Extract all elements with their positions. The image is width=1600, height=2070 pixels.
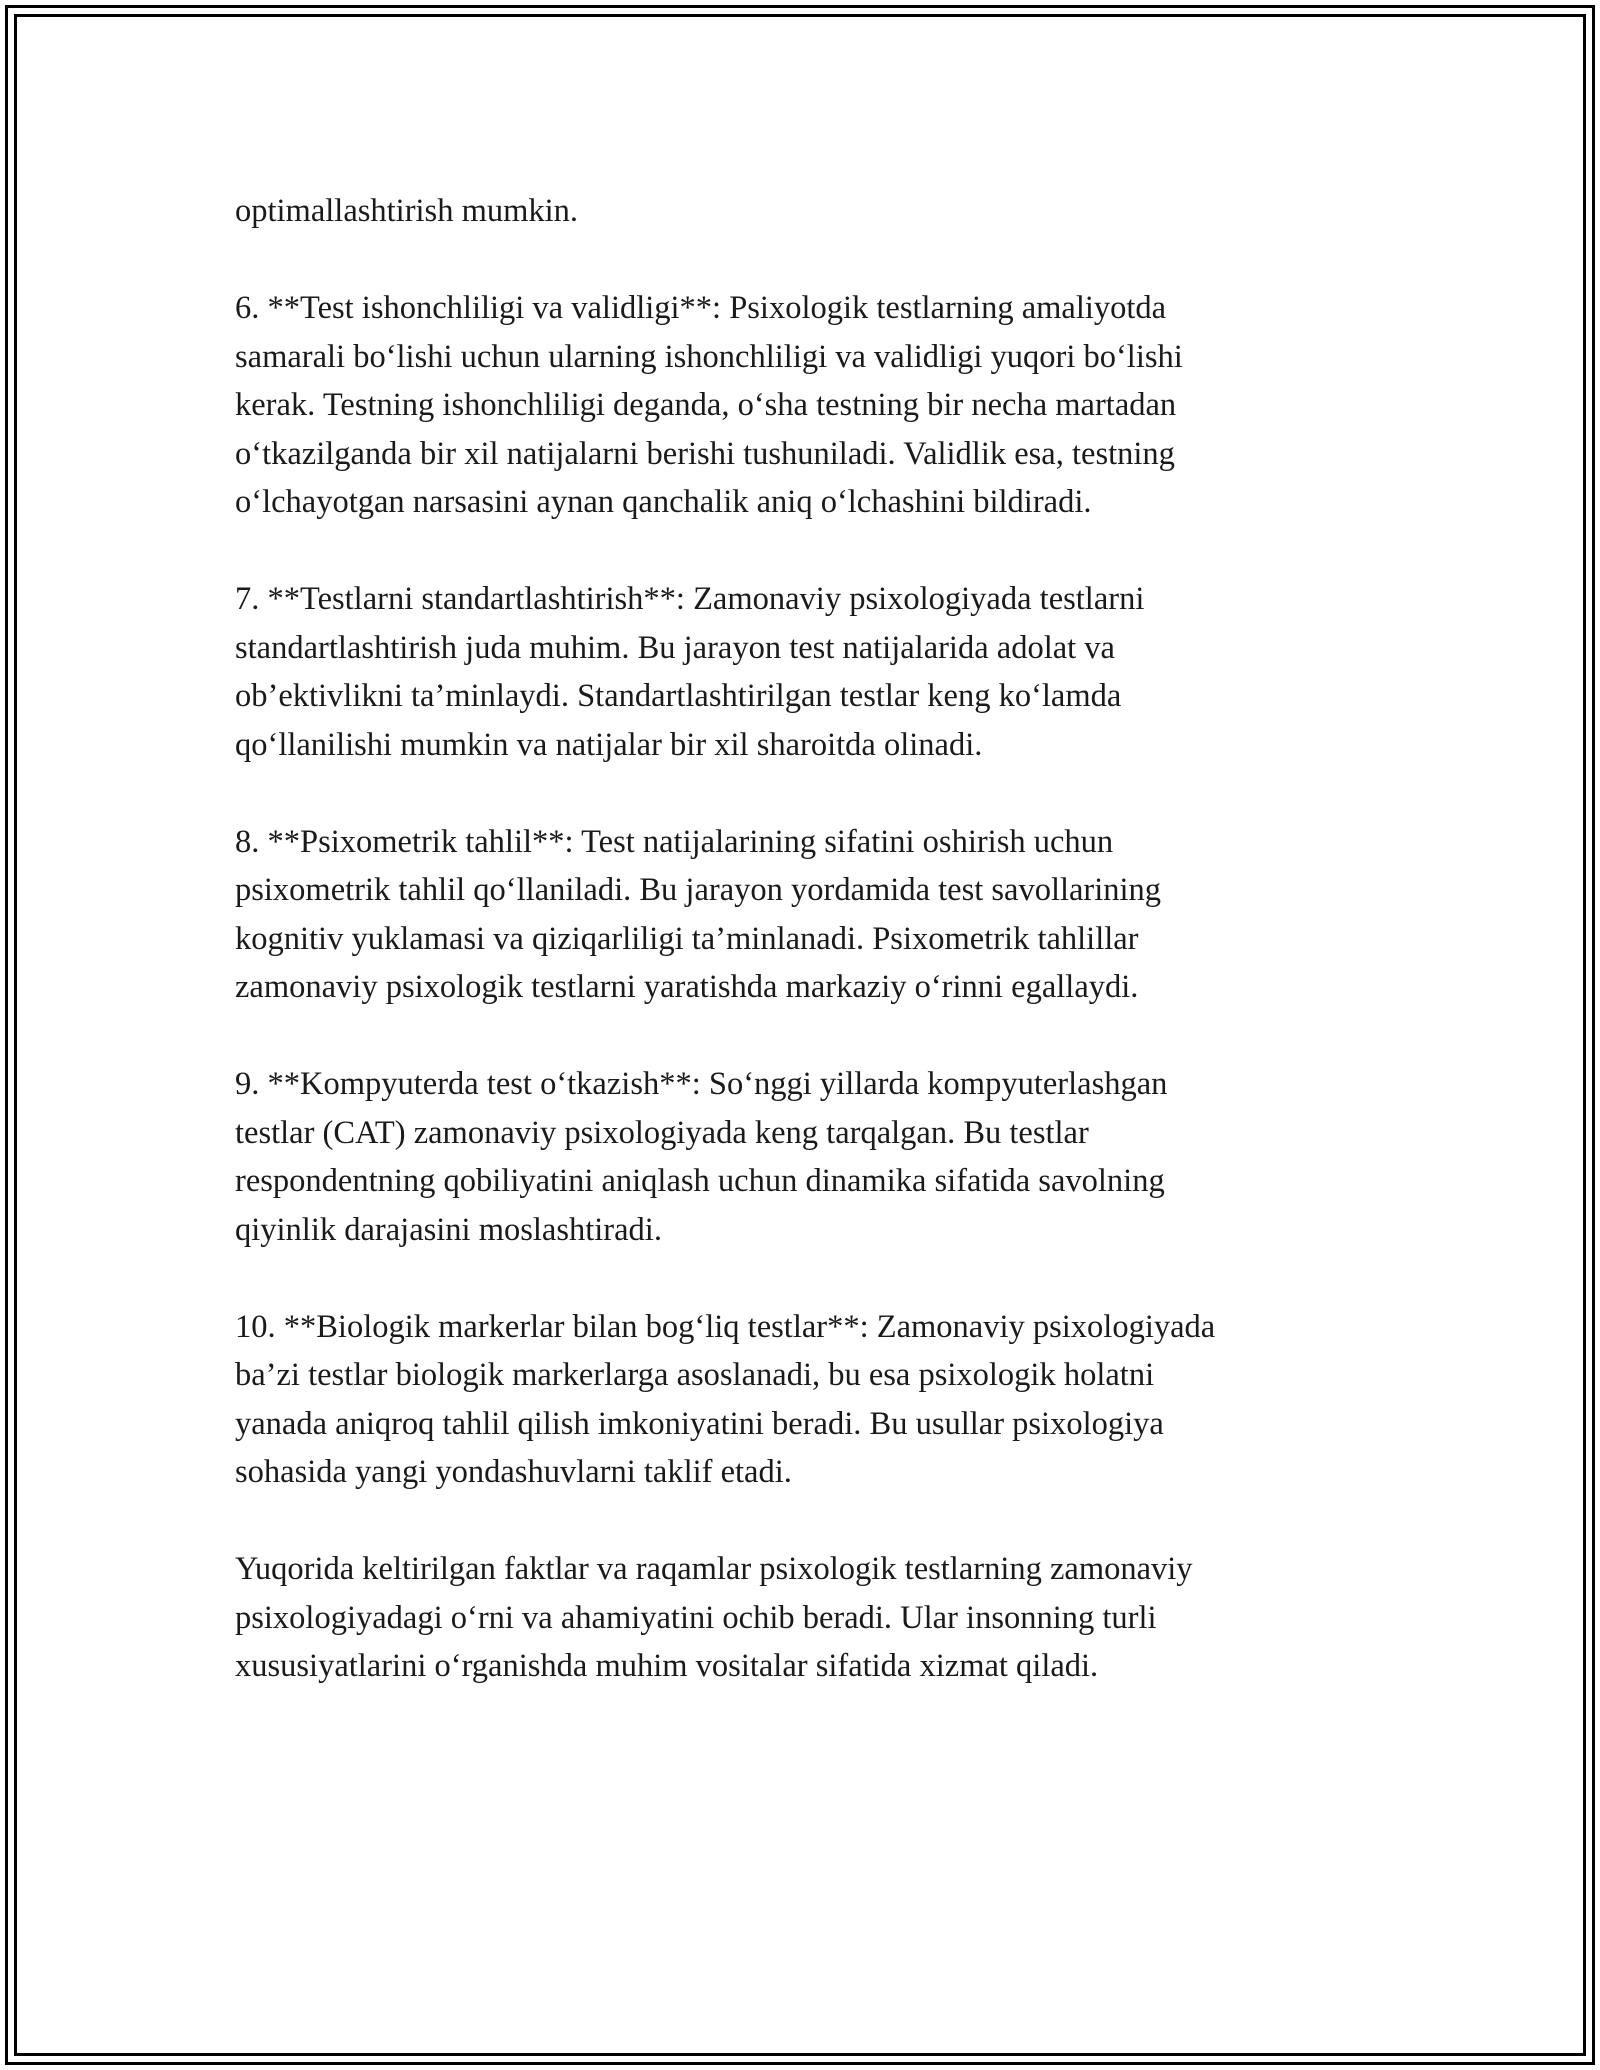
paragraph-conclusion: Yuqorida keltirilgan faktlar va raqamlar psixologik testlarning zamonaviy psixologiyadagi o‘rni va ahamiyatini ochib beradi. Ular insonning turli xususiyatlarini o‘rganishda muhim vositalar sifatida xizmat qiladi. [235, 1551, 1193, 1684]
paragraph-item-7: 7. **Testlarni standartlashtirish**: Zamonaviy psixologiyada testlarni standartlashtirish juda muhim. Bu jarayon test natijalarida adolat va ob’ektivlikni ta’minlaydi. Standartlashtirilgan testlar keng ko‘lamda qo‘llanilishi mumkin va natijalar bir xil sharoitda olinadi. [235, 581, 1145, 763]
document-body [235, 187, 1385, 1739]
paragraph-continuation: optimallashtirish mumkin. [235, 193, 579, 229]
paragraph-item-10: 10. **Biologik markerlar bilan bog‘liq testlar**: Zamonaviy psixologiyada ba’zi testlar biologik markerlarga asoslanadi, bu esa psixologik holatni yanada aniqroq tahlil qilish imkoniyatini beradi. Bu usullar psixologiya sohasida yangi yondashuvlarni taklif etadi. [235, 1308, 1216, 1490]
paragraph-item-9: 9. **Kompyuterda test o‘tkazish**: So‘nggi yillarda kompyuterlashgan testlar (CAT) zamonaviy psixologiyada keng tarqalgan. Bu testlar respondentning qobiliyatini aniqlash uchun dinamika sifatida savolning qiyinlik darajasini moslashtiradi. [235, 1066, 1168, 1248]
paragraph-item-6: 6. **Test ishonchliligi va validligi**: Psixologik testlarning amaliyotda samarali bo‘lishi uchun ularning ishonchliligi va validligi yuqori bo‘lishi kerak. Testning ishonchliligi deganda, o‘sha testning bir necha martadan o‘tkazilganda bir xil natijalarni berishi tushuniladi. Validlik esa, testning o‘lchayotgan narsasini aynan qanchalik aniq o‘lchashini bildiradi. [235, 290, 1183, 520]
paragraph-item-8: 8. **Psixometrik tahlil**: Test natijalarining sifatini oshirish uchun psixometrik tahlil qo‘llaniladi. Bu jarayon yordamida test savollarining kognitiv yuklamasi va qiziqarliligi ta’minlanadi. Psixometrik tahlillar zamonaviy psixologik testlarni yaratishda markaziy o‘rinni egallaydi. [235, 823, 1162, 1005]
